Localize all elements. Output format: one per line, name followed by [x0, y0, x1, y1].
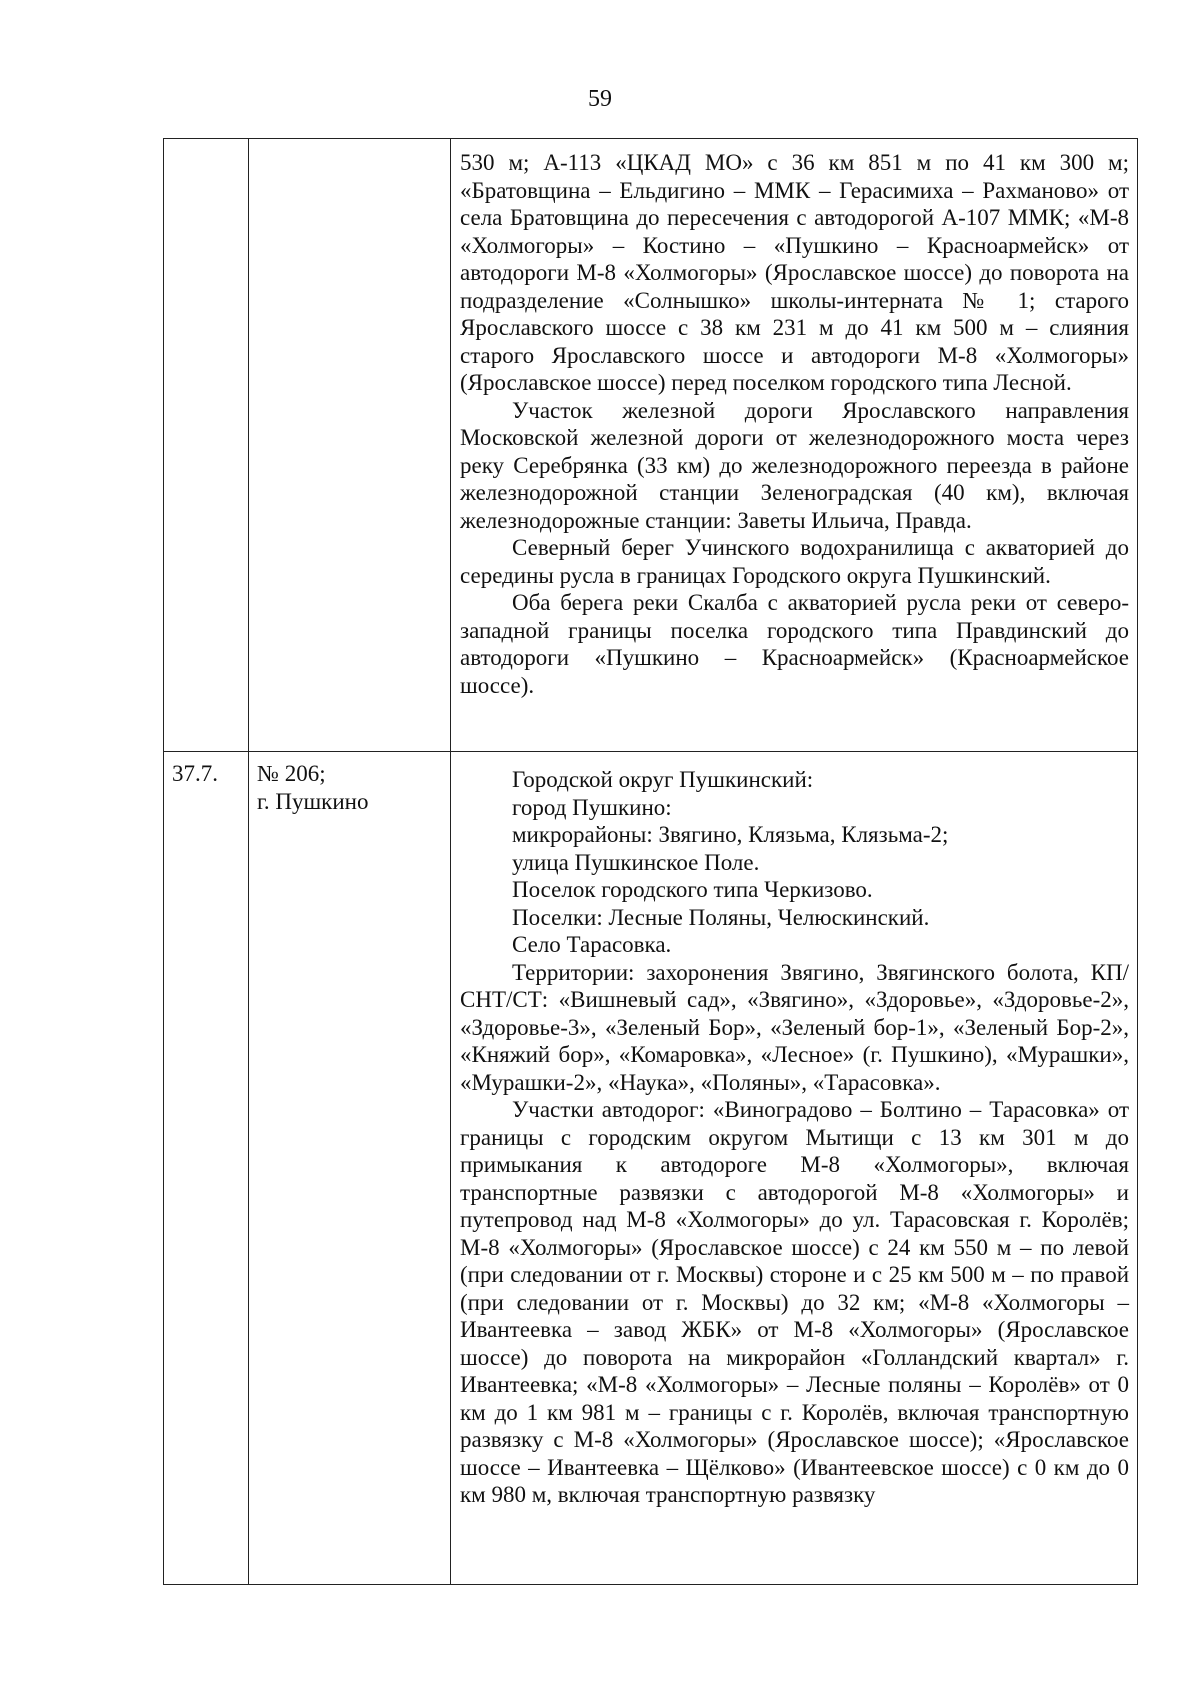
paragraph: Оба берега реки Скалба с акваторией русла реки от северо-западной границы поселка городского типа Правдинский до автодороги «Пушкино – Красноармейск» (Красноармейское шоссе). [460, 590, 1129, 698]
district-name: № 206; г. Пушкино [257, 761, 369, 814]
table-row [164, 139, 1138, 752]
description-text [451, 752, 1137, 1515]
paragraph: город Пушкино: [512, 794, 672, 820]
paragraph: Территории: захоронения Звягино, Звягинского болота, КП/СНТ/СТ: «Вишневый сад», «Звягино», «Здоровье», «Здоровье-2», «Здоровье-3», «Зеленый Бор», «Зеленый бор-1», «Зеленый Бор-2», «Княжий бор», «Комаровка», «Лесное» (г. Пушкино), «Мурашки», «Мурашки-2», «Наука», «Поляны», «Тарасовка». [460, 959, 1129, 1095]
constituency-table [163, 138, 1138, 1585]
paragraph: Городской округ Пушкинский: [512, 767, 814, 792]
paragraph: Поселки: Лесные Поляны, Челюскинский. [512, 904, 930, 930]
district-name [249, 139, 450, 147]
paragraph: улица Пушкинское Поле. [512, 849, 760, 875]
page-number: 59 [588, 86, 612, 112]
row-number-cell [164, 752, 249, 1585]
row-number-cell [164, 139, 249, 752]
paragraph: Северный берег Учинского водохранилища с акваторией до середины русла в границах Городского округа Пушкинский. [460, 535, 1129, 588]
paragraph: Участок железной дороги Ярославского направления Московской железной дороги от железнодорожного моста через реку Серебрянка (33 км) до железнодорожного переезда в районе железнодорожной станции Зеленоградская (40 км), включая железнодорожные станции: Заветы Ильича, Правда. [460, 397, 1129, 533]
row-number: 37.7. [172, 761, 218, 786]
table-row [164, 752, 1138, 1585]
paragraph: микрорайоны: Звягино, Клязьма, Клязьма-2; [512, 822, 949, 847]
row-number [164, 139, 248, 147]
paragraph: Село Тарасовка. [512, 932, 672, 957]
description-cell [451, 752, 1138, 1585]
paragraph: 530 м; А-113 «ЦКАД МО» с 36 км 851 м по 41 км 300 м; «Братовщина – Ельдигино – ММК – Герасимиха – Рахманово» от села Братовщина до пересечения с автодорогой А-107 ММК; «М-8 «Холмогоры» – Костино – «Пушкино – Красноармейск» от автодороги М-8 «Холмогоры» (Ярославское шоссе) до поворота на подразделение «Солнышко» школы-интерната № 1; старого Ярославского шоссе с 38 км 231 м до 41 км 500 м – слияния старого Ярославского шоссе и автодороги М-8 «Холмогоры» (Ярославское шоссе) перед поселком городского типа Лесной. [460, 150, 1129, 395]
district-cell [249, 752, 451, 1585]
description-text [451, 139, 1137, 705]
paragraph: Поселок городского типа Черкизово. [512, 877, 873, 902]
district-cell [249, 139, 451, 752]
paragraph: Участки автодорог: «Виноградово – Болтино – Тарасовка» от границы с городским округом Мытищи с 13 км 301 м до примыкания к автодороге М-8 «Холмогоры», включая транспортные развязки с автодорогой М-8 «Холмогоры» и путепровод над М-8 «Холмогоры» до ул. Тарасовская г. Королёв; М-8 «Холмогоры» (Ярославское шоссе) с 24 км 550 м – по левой (при следовании от г. Москвы) стороне и с 25 км 500 м – по правой (при следовании от г. Москвы) до 32 км; «М-8 «Холмогоры – Ивантеевка – завод ЖБК» от М-8 «Холмогоры» (Ярославское шоссе) до поворота на микрорайон «Голландский квартал» г. Ивантеевка; «М-8 «Холмогоры» – Лесные поляны – Королёв» от 0 км до 1 км 981 м – границы с г. Королёв, включая транспортную развязку с М-8 «Холмогоры» (Ярославское шоссе); «Ярославское шоссе – Ивантеевка – Щёлково» (Ивантеевское шоссе) с 0 км до 0 км 980 м, включая транспортную развязку [460, 1097, 1129, 1507]
description-cell [451, 139, 1138, 752]
